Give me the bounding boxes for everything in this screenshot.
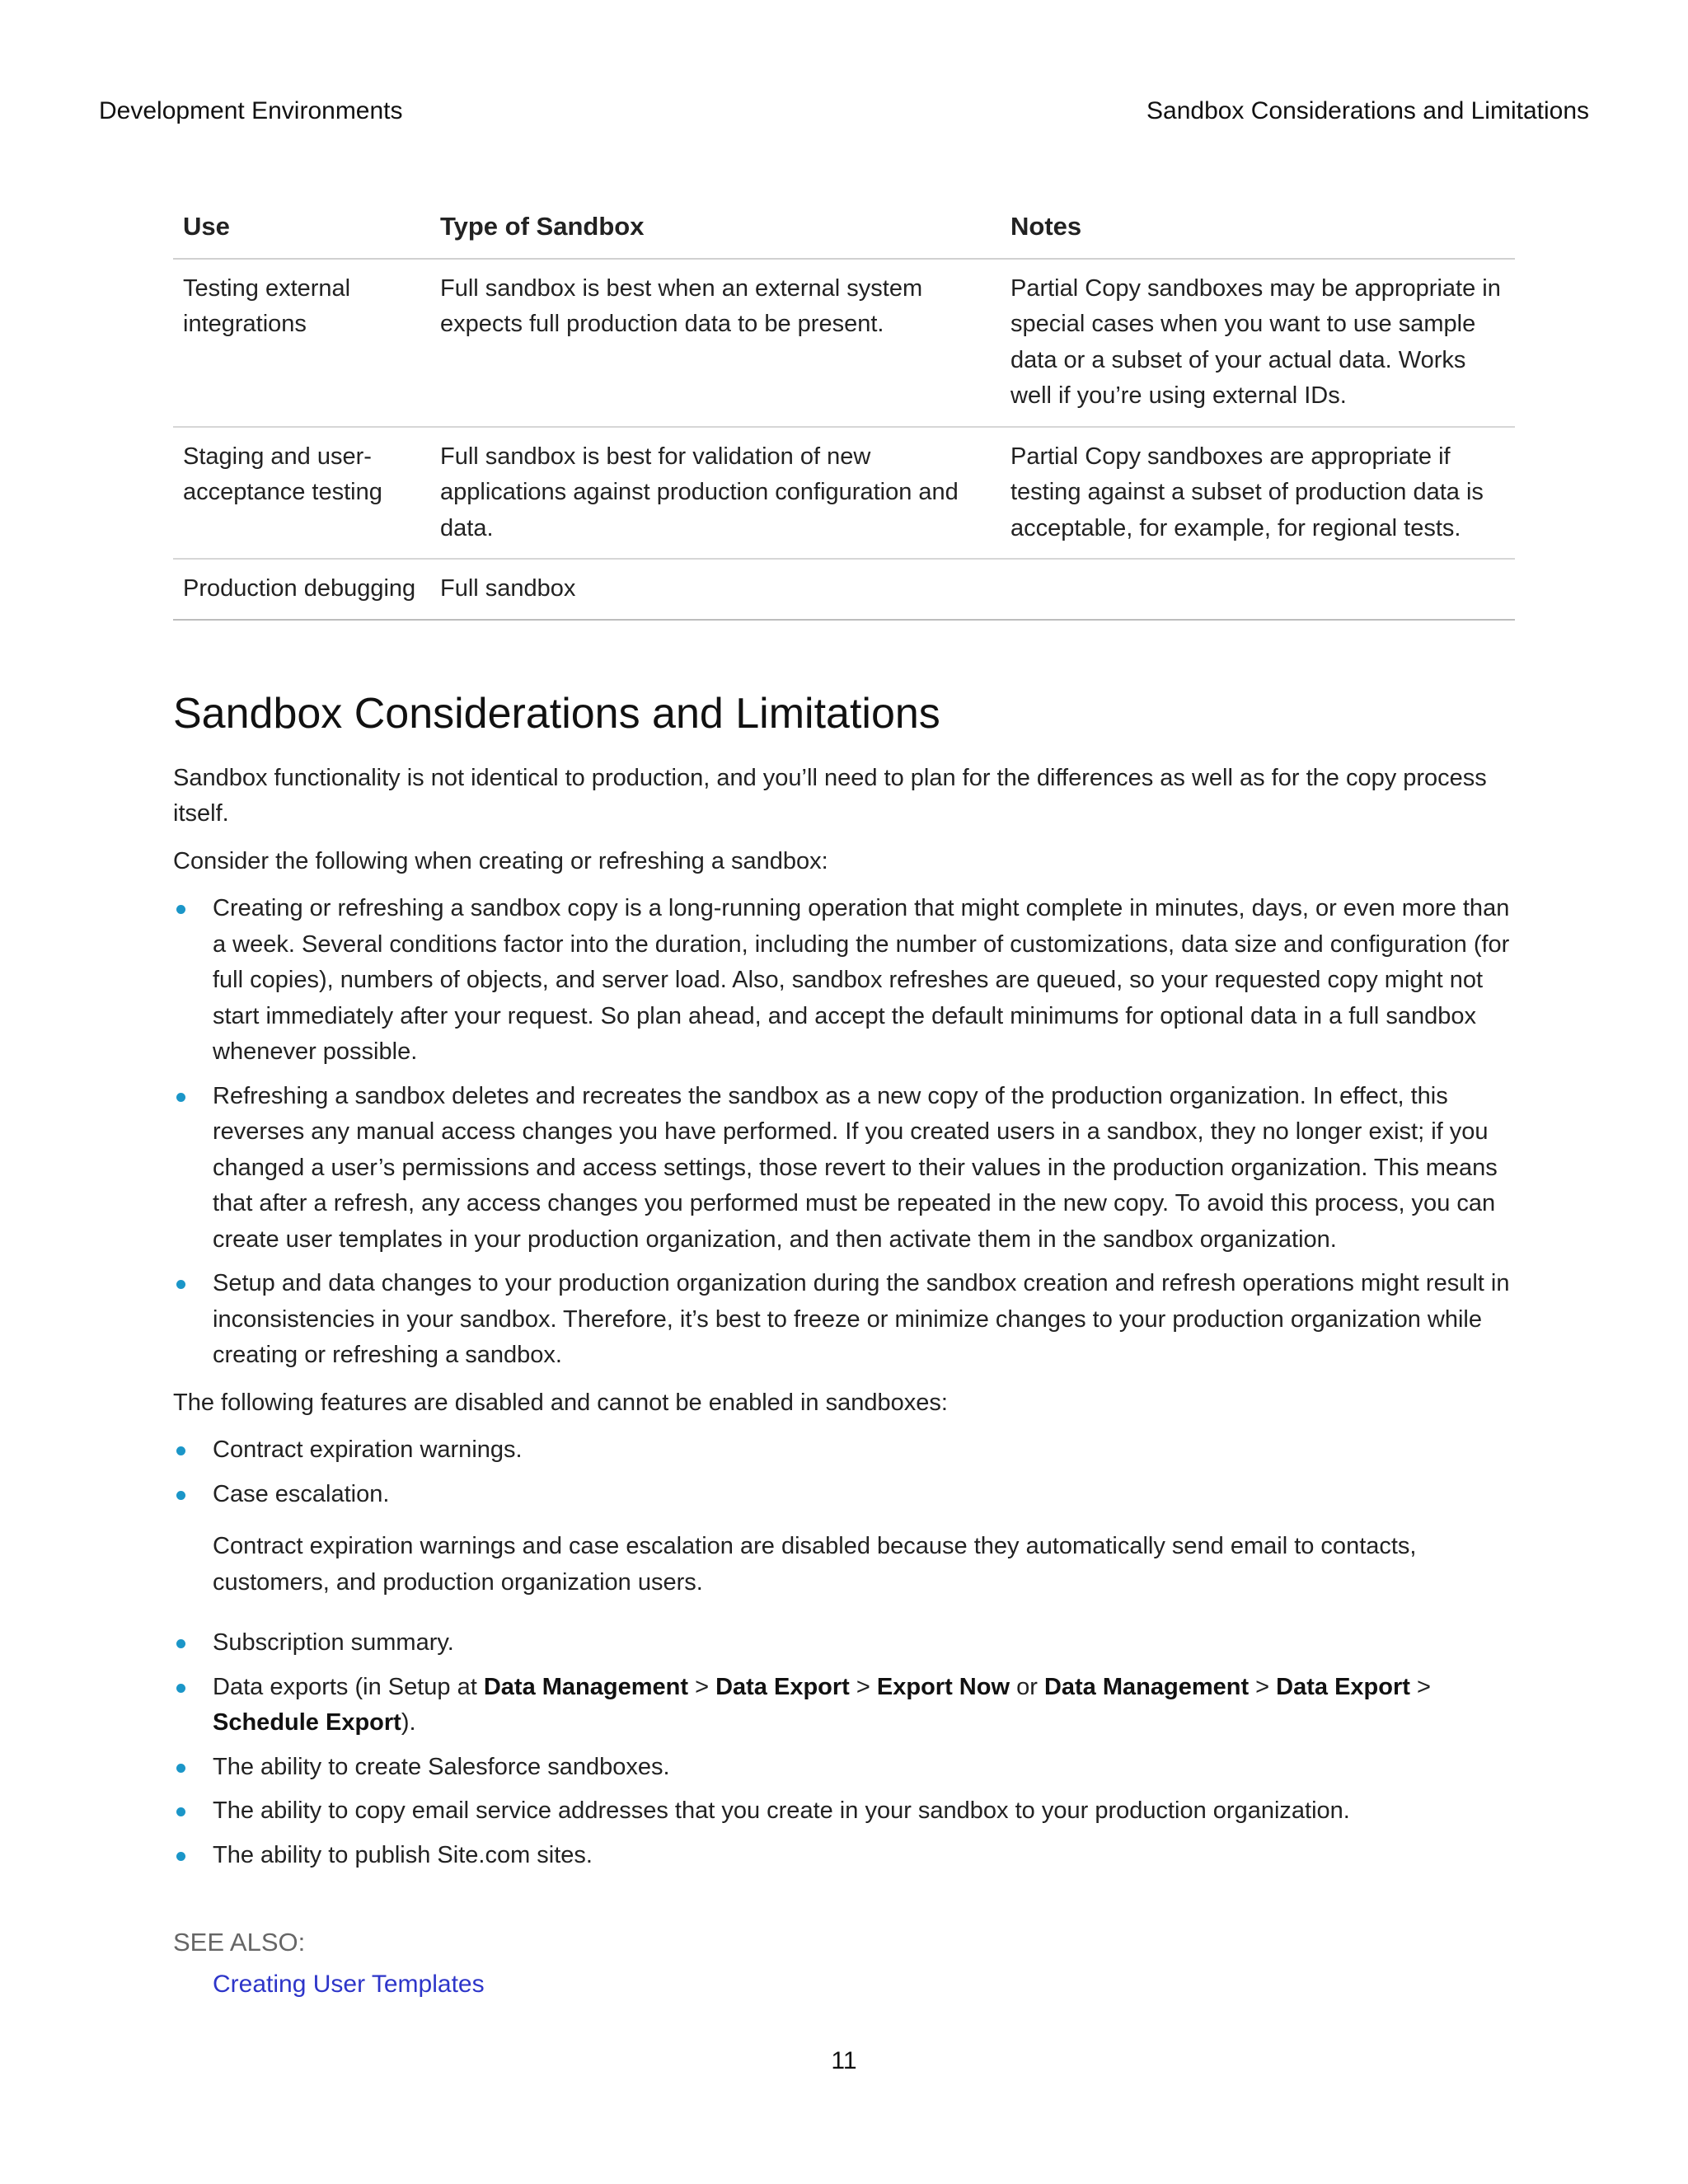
sandbox-use-table — [173, 198, 1515, 621]
cell-use: Testing external integrations — [173, 259, 430, 427]
menu-path-item: Data Management — [483, 1673, 689, 1700]
bullet-icon — [176, 905, 185, 914]
bullet-icon — [176, 1764, 185, 1773]
bullet-icon — [176, 1093, 185, 1102]
running-header — [99, 97, 1589, 125]
disabled-lead: The following features are disabled and cannot be enabled in sandboxes: — [173, 1389, 948, 1416]
disabled-features-list-continued — [173, 1625, 1515, 1873]
cell-notes — [1001, 559, 1515, 620]
table-header-row — [173, 198, 1515, 259]
see-also-label: SEE ALSO: — [173, 1928, 306, 1957]
bullet-icon — [176, 1280, 185, 1289]
disabled-note: Contract expiration warnings and case escalation are disabled because they automatically send email to contacts, customers, and production organization users. — [213, 1533, 1417, 1596]
table-row — [173, 259, 1515, 427]
bullet-icon — [176, 1639, 185, 1648]
list-item: Subscription summary. — [173, 1625, 1515, 1661]
section-title: Sandbox Considerations and Limitations — [173, 689, 940, 738]
list-item: The ability to copy email service addresses that you create in your sandbox to your production organization. — [173, 1793, 1515, 1830]
header-chapter: Development Environments — [99, 97, 403, 124]
cell-notes: Partial Copy sandboxes may be appropriate in special cases when you want to use sample data or a subset of your actual data. Works well if you’re using external IDs. — [1001, 259, 1515, 427]
consider-lead: Consider the following when creating or refreshing a sandbox: — [173, 847, 828, 874]
bullet-icon — [176, 1807, 185, 1816]
bullet-icon — [176, 1684, 185, 1693]
cell-type: Full sandbox is best for validation of new applications against production configuration and data. — [430, 427, 1001, 560]
bullet-icon — [176, 1491, 185, 1500]
menu-path-item: Schedule Export — [213, 1709, 401, 1736]
bullet-icon — [176, 1852, 185, 1861]
column-header-notes: Notes — [1001, 198, 1515, 259]
considerations-list — [173, 891, 1515, 1374]
page-number: 11 — [831, 2047, 857, 2074]
list-item: Refreshing a sandbox deletes and recreates the sandbox as a new copy of the production organization. In effect, this reverses any manual access changes you have performed. If you created users in a sandbox, they no longer exist; if you changed a user’s permissions and access settings, those revert to their values in the production organization. This means that after a refresh, any access changes you performed must be repeated in the new copy. To avoid this process, you can create user templates in your production organization, and then activate them in the sandbox organization. — [173, 1079, 1515, 1258]
list-item-data-exports: Data exports (in Setup at Data Management > Data Export > Export Now or Data Management > Data Export > Schedule Export). — [173, 1670, 1515, 1741]
menu-path-item: Data Management — [1043, 1673, 1250, 1700]
cell-type: Full sandbox — [430, 559, 1001, 620]
table-row — [173, 559, 1515, 620]
header-section: Sandbox Considerations and Limitations — [1146, 97, 1589, 124]
menu-path-item: Export Now — [876, 1673, 1010, 1700]
link-creating-user-templates[interactable]: Creating User Templates — [213, 1971, 485, 1999]
list-item: Case escalation. — [173, 1477, 1515, 1513]
list-item: Setup and data changes to your production organization during the sandbox creation and refresh operations might result in inconsistencies in your sandbox. Therefore, it’s best to freeze or minimize changes to your production organization while creating or refreshing a sandbox. — [173, 1266, 1515, 1374]
disabled-features-list — [173, 1432, 1515, 1512]
cell-type: Full sandbox is best when an external system expects full production data to be present. — [430, 259, 1001, 427]
menu-path-item: Data Export — [1276, 1673, 1410, 1700]
page-content — [173, 198, 1515, 1999]
cell-notes: Partial Copy sandboxes are appropriate if testing against a subset of production data is acceptable, for example, for regional tests. — [1001, 427, 1515, 560]
list-item: The ability to create Salesforce sandboxes. — [173, 1750, 1515, 1786]
column-header-type: Type of Sandbox — [430, 198, 1001, 259]
column-header-use: Use — [173, 198, 430, 259]
intro-paragraph: Sandbox functionality is not identical to production, and you’ll need to plan for the differences as well as for the copy process itself. — [173, 764, 1487, 827]
cell-use: Production debugging — [173, 559, 430, 620]
menu-path-item: Data Export — [715, 1673, 850, 1700]
list-item: Contract expiration warnings. — [173, 1432, 1515, 1469]
cell-use: Staging and user-acceptance testing — [173, 427, 430, 560]
bullet-icon — [176, 1446, 185, 1455]
list-item: The ability to publish Site.com sites. — [173, 1838, 1515, 1874]
list-item: Creating or refreshing a sandbox copy is a long-running operation that might complete in minutes, days, or even more than a week. Several conditions factor into the duration, including the number of customizations, data size and configuration (for full copies), numbers of objects, and server load. Also, sandbox refreshes are queued, so your requested copy might not start immediately after your request. So plan ahead, and accept the default minimums for optional data in a full sandbox whenever possible. — [173, 891, 1515, 1071]
table-row — [173, 427, 1515, 560]
